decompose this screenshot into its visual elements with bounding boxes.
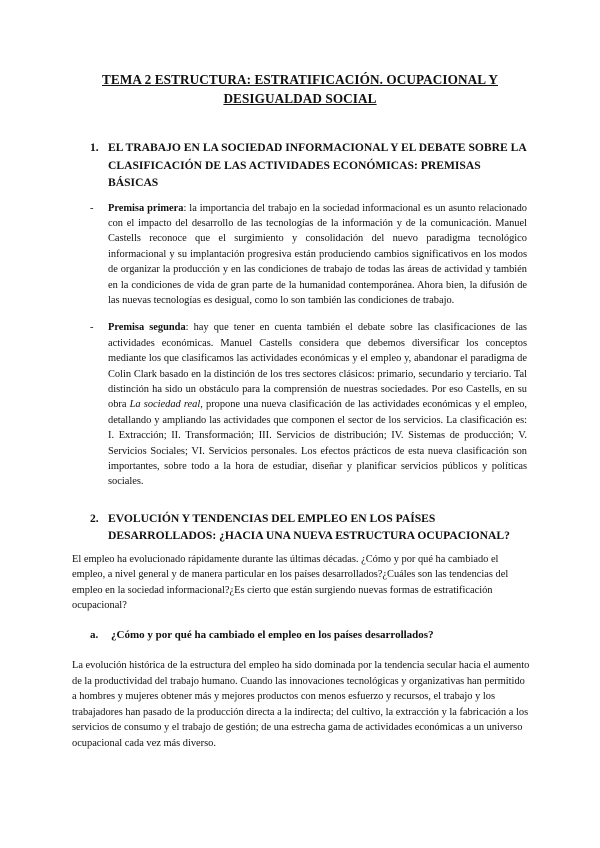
- section-number: 2.: [90, 511, 99, 525]
- section-2-heading: [90, 510, 530, 545]
- book-title: La sociedad real: [129, 399, 201, 411]
- bullet-dash: -: [90, 322, 94, 334]
- premise-text: : hay que tener en cuenta también el debate sobre las clasificaciones de las actividades económicas. Manuel Castells considera que debemos diversificar los conceptos mediante los que clasificamos las actividades económicas y el empleo y, abandonar el paradigma de Colin Clark basado en la distinción de los tres sectores clásicos: primario, secundario y terciario. Tal distinción ha sido un obstáculo para la comprensión de nuestras sociedades. Por eso Castells, en su obra: [108, 322, 527, 411]
- section-1-heading: [90, 139, 530, 192]
- premise-label: Premisa segunda: [108, 322, 186, 334]
- subsection-a-text: La evolución histórica de la estructura del empleo ha sido dominada por la tendencia secular hacia el aumento de la productividad del trabajo humano. Cuando las innovaciones tecnológicas y organizativas han permitido a hombres y mujeres obtener más y mejores productos con menos esfuerzo y recursos, el trabajo y los trabajadores han pasado de la producción directa a la indirecta; del cultivo, la extracción y la fabricación a los servicios de consumo y el trabajo de gestión; de una estrecha gama de actividades económicas a un universo ocupacional cada vez más diverso.: [72, 660, 530, 749]
- section-number: 1.: [90, 141, 99, 154]
- document-title: TEMA 2 ESTRUCTURA: ESTRATIFICACIÓN. OCUPACIONAL Y DESIGUALDAD SOCIAL: [102, 72, 498, 106]
- bullet-dash: -: [90, 202, 94, 214]
- section-title: EVOLUCIÓN Y TENDENCIAS DEL EMPLEO EN LOS PAÍSES DESARROLLADOS: ¿HACIA UNA NUEVA ESTRUCTURA OCUPACIONAL?: [108, 511, 510, 543]
- premise-label: Premisa primera: [108, 202, 184, 214]
- section-2-intro: El empleo ha evolucionado rápidamente durante las últimas décadas. ¿Cómo y por qué ha cambiado el empleo, a nivel general y de manera particular en los países desarrollados?¿Cuáles son las tendencias del empleo en la sociedad informacional?¿Es cierto que están surgiendo nuevas formas de estratificación ocupacional?: [72, 553, 509, 612]
- section-title: EL TRABAJO EN LA SOCIEDAD INFORMACIONAL Y EL DEBATE SOBRE LA CLASIFICACIÓN DE LAS ACTIVIDADES ECONÓMICAS: PREMISAS BÁSICAS: [108, 141, 527, 189]
- premise-second: [90, 320, 528, 489]
- premise-text-cont: , propone una nueva clasificación de las actividades económicas y el empleo, detallando y ampliando las actividades que componen el sector de los servicios. La clasificación es: I. Extracción; II. Transformación; III. Servicios de distribución; IV. Sistemas de producción; V. Servicios Sociales; VI. Servicios personales. Los efectos prácticos de esta nueva clasificación son importantes, sobre todo a la hora de estudiar, diseñar y planificar servicios públicos y políticas sociales.: [108, 399, 528, 488]
- premise-text: : la importancia del trabajo en la sociedad informacional es un asunto relacionado con el impacto del desarrollo de las tecnologías de la información y de la comunicación. Manuel Castells reconoce que el surgimiento y consolidación del nuevo paradigma tecnológico informacional y su implantación progresiva están produciendo cambios significativos en los modos de organizar la producción y en las condiciones de trabajo de todas las áreas de actividad y también en la condiciones de vida de gran parte de la humanidad contemporánea. Ahora bien, la difusión de las nuevas tecnologías es desigual, como lo son también las condiciones de trabajo.: [108, 202, 527, 306]
- subsection-title: ¿Cómo y por qué ha cambiado el empleo en los países desarrollados?: [111, 628, 434, 641]
- subsection-number: a.: [90, 628, 99, 641]
- premise-first: [90, 201, 527, 309]
- subsection-a-heading: [90, 627, 530, 645]
